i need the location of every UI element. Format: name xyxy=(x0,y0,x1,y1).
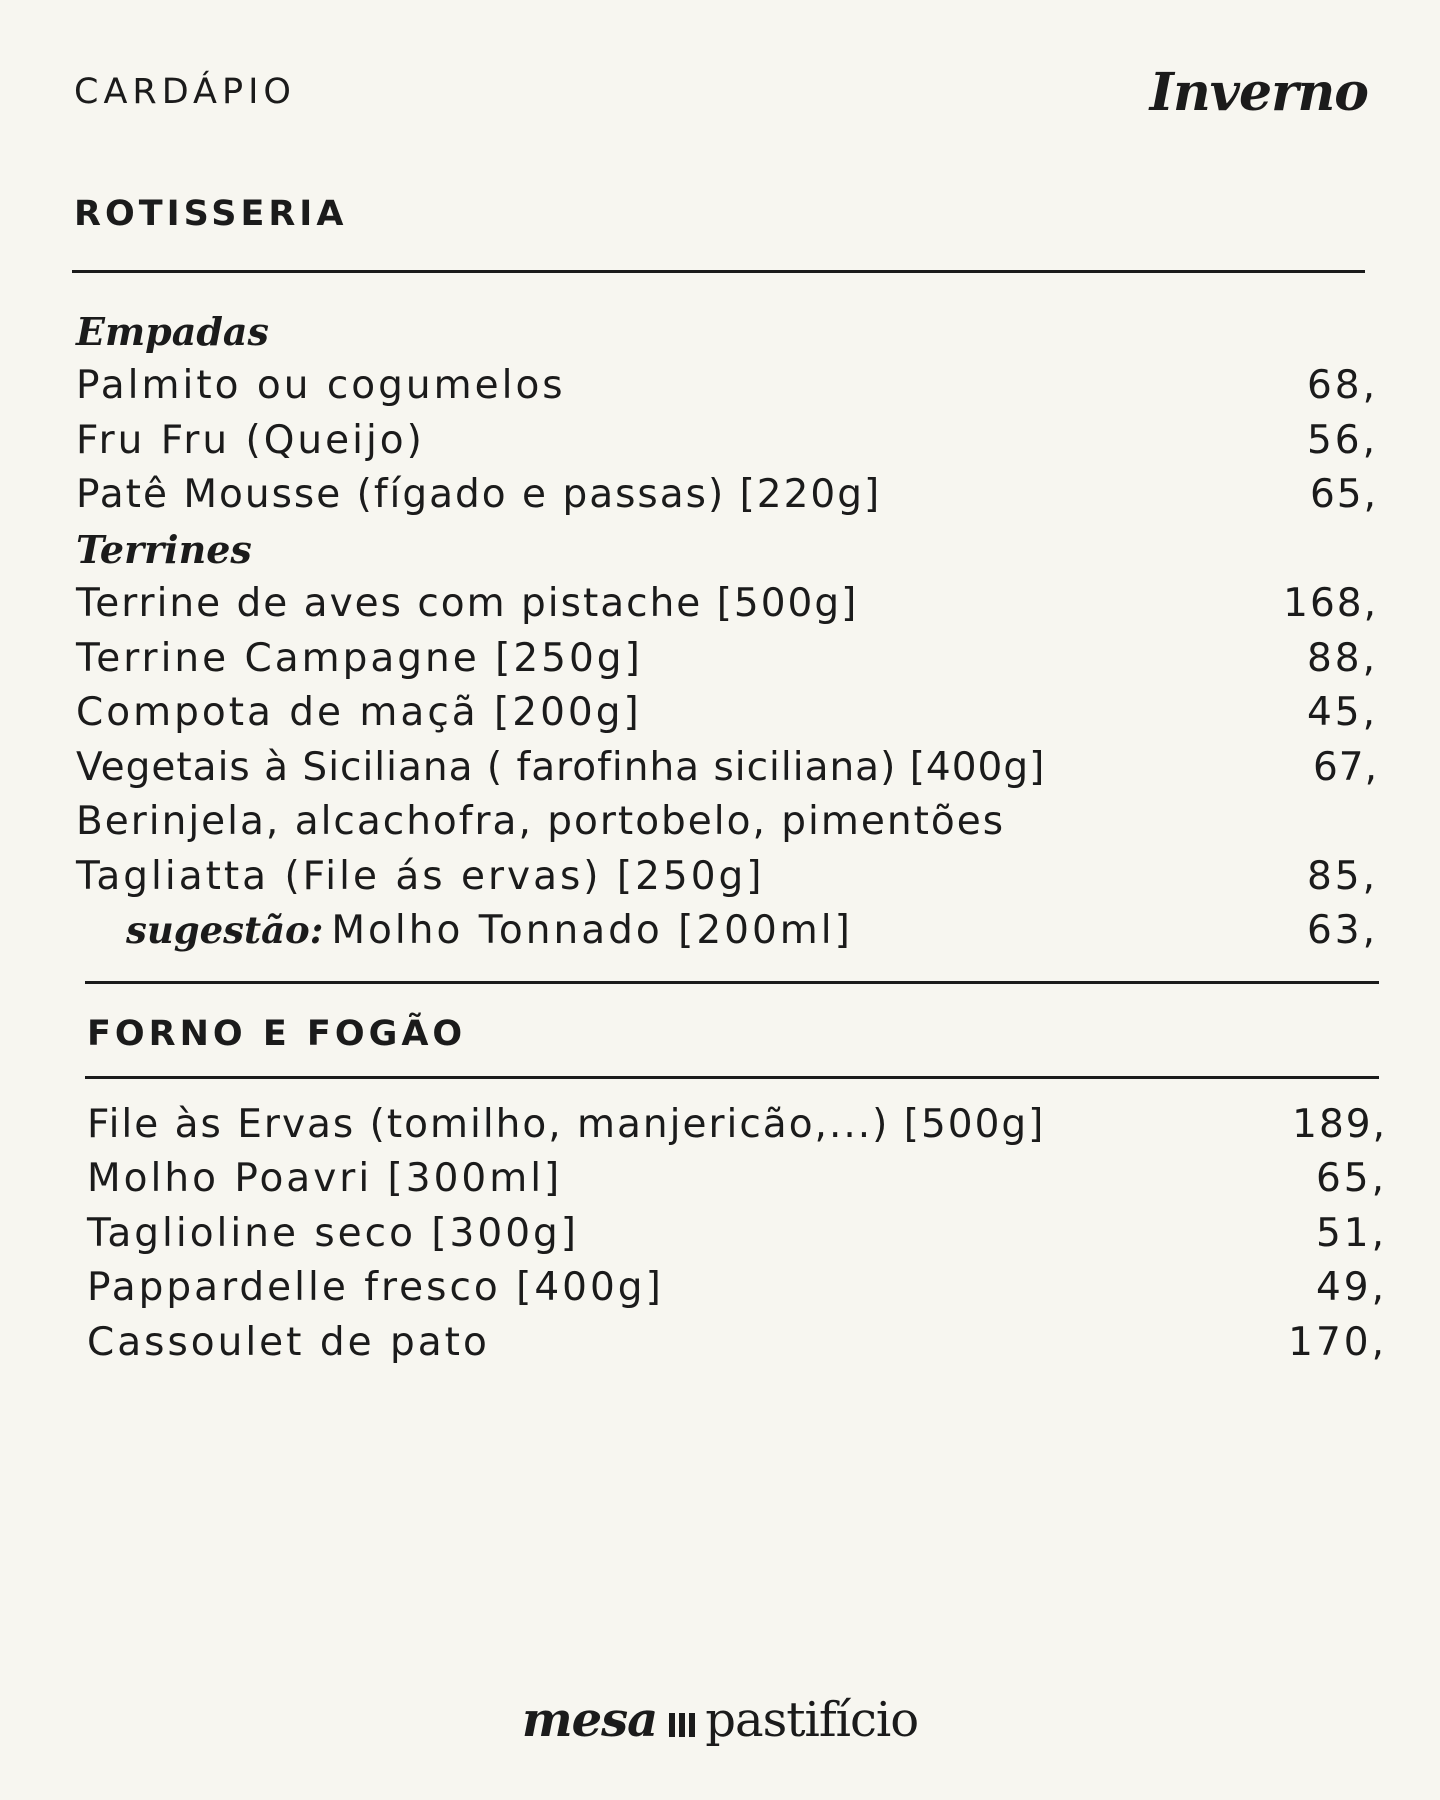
group-heading-terrines: Terrines xyxy=(76,526,252,572)
item-price: 67, xyxy=(1312,744,1378,790)
item-price: 168, xyxy=(1283,581,1378,627)
item-name: Tagliatta (File ás ervas) [250g] xyxy=(76,853,765,899)
section-divider xyxy=(85,1076,1379,1079)
item-price: 56, xyxy=(1306,417,1378,463)
forno-list xyxy=(87,1097,1387,1370)
item-price: 63, xyxy=(1306,908,1378,954)
menu-item xyxy=(76,849,1378,904)
section-title-rotisseria: ROTISSERIA xyxy=(74,194,348,234)
item-price: 68, xyxy=(1306,363,1378,409)
suggestion-label: sugestão: xyxy=(126,908,324,953)
item-price: 51, xyxy=(1315,1210,1387,1256)
group-heading-empadas: Empadas xyxy=(76,308,269,354)
menu-item-description xyxy=(76,795,1378,850)
item-name: File às Ervas (tomilho, manjericão,...) [500g] xyxy=(87,1101,1046,1147)
item-price: 45, xyxy=(1306,690,1378,736)
item-name: Molho Poavri [300ml] xyxy=(87,1156,563,1202)
menu-item-suggestion xyxy=(76,904,1378,959)
season-title: Inverno xyxy=(1149,62,1368,123)
item-price: 88, xyxy=(1306,635,1378,681)
item-price: 49, xyxy=(1315,1265,1387,1311)
item-name: Palmito ou cogumelos xyxy=(76,363,566,409)
item-name: Patê Mousse (fígado e passas) [220g] xyxy=(76,472,882,518)
rotisseria-list xyxy=(76,304,1378,958)
item-price: 170, xyxy=(1288,1319,1387,1365)
item-name: Cassoulet de pato xyxy=(87,1319,490,1365)
item-name: Terrine de aves com pistache [500g] xyxy=(76,581,859,627)
brand-logo xyxy=(0,1692,1440,1755)
menu-header-title: CARDÁPIO xyxy=(74,72,296,112)
item-name: Pappardelle fresco [400g] xyxy=(87,1265,664,1311)
item-price: 65, xyxy=(1309,472,1378,518)
menu-item xyxy=(76,740,1378,795)
brand-name-italic: mesa xyxy=(521,1692,658,1748)
item-name: Vegetais à Siciliana ( farofinha siciliana) [400g] xyxy=(76,744,1046,790)
menu-item xyxy=(87,1261,1387,1316)
menu-item xyxy=(76,686,1378,741)
item-name: Taglioline seco [300g] xyxy=(87,1210,579,1256)
brand-name-regular: pastifício xyxy=(705,1692,919,1748)
menu-item xyxy=(87,1097,1387,1152)
menu-item xyxy=(76,359,1378,414)
item-name: Compota de maçã [200g] xyxy=(76,690,642,736)
item-name: Molho Tonnado [200ml] xyxy=(331,908,853,954)
brand-bars-icon xyxy=(667,1693,697,1749)
section-divider xyxy=(85,981,1379,984)
item-price: 85, xyxy=(1306,853,1378,899)
menu-item xyxy=(76,631,1378,686)
menu-item xyxy=(87,1315,1387,1370)
menu-item xyxy=(87,1206,1387,1261)
section-divider xyxy=(72,270,1365,273)
item-price: 189, xyxy=(1292,1101,1387,1147)
item-name: Terrine Campagne [250g] xyxy=(76,635,643,681)
section-title-forno-e-fogao: FORNO E FOGÃO xyxy=(87,1014,467,1054)
suggestion-wrapper xyxy=(76,908,853,953)
item-name: Fru Fru (Queijo) xyxy=(76,417,425,463)
menu-item xyxy=(87,1152,1387,1207)
menu-item xyxy=(76,468,1378,523)
menu-item xyxy=(76,413,1378,468)
item-price: 65, xyxy=(1315,1156,1387,1202)
menu-item xyxy=(76,577,1378,632)
item-name: Berinjela, alcachofra, portobelo, pimentões xyxy=(76,799,1006,845)
